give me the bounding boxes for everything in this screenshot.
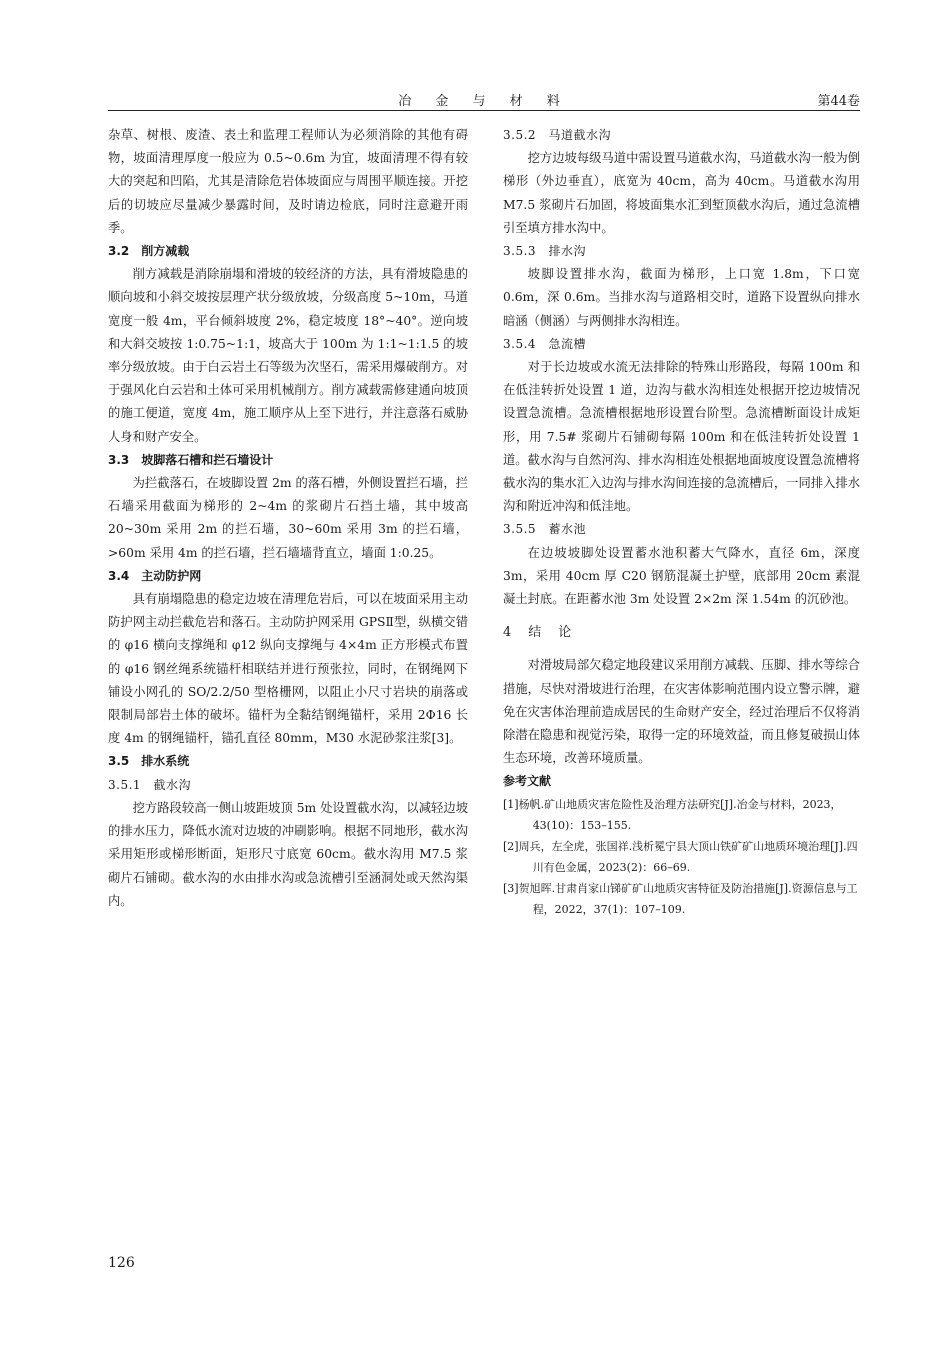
subsection-heading-3-5-4: 3.5.4 急流槽 (503, 336, 587, 351)
subsection-heading-3-5-2: 3.5.2 马道截水沟 (503, 128, 612, 142)
section-paragraph-3-3: 为拦截落石，在坡脚设置 2m 的落石槽，外侧设置拦石墙，拦石墙采用截面为梯形的 2~4m 的浆砌片石挡土墙，其中坡高 20~30m 采用 2m 的拦石墙，30~60m 采用 3m 的拦石墙，>60m 采用 4m 的拦石墙，拦石墙墙背直立，墙面 1:0.25。 (108, 476, 468, 560)
subsection-heading-3-5-5: 3.5.5 蓄水池 (503, 522, 587, 537)
conclusion-paragraph: 对滑坡局部欠稳定地段建议采用削方减载、压脚、排水等综合措施，尽快对滑坡进行治理，在灾害体影响范围内设立警示牌，避免在灾害体治理前造成居民的生命财产安全，经过治理后不仅将消除潜在隐患和视觉污染，取得一定的环境效益，而且修复破损山体生态环境，改善环境质量。 (503, 658, 860, 766)
section-paragraph-3-4: 具有崩塌隐患的稳定边坡在清理危岩后，可以在坡面采用主动防护网主动拦截危岩和落石。主动防护网采用 GPSⅡ型，纵横交错的 φ16 横向支撑绳和 φ12 纵向支撑绳与 4×4m 正方形模式布置的 φ16 钢丝绳系统锚杆相联结并进行预张拉，同时，在钢绳网下铺设小网孔的 SO/2.2/50 型格栅网，以阻止小尺寸岩块的崩落或限制局部岩土体的破坏。锚杆为全黏结钢绳锚杆，采用 2Φ16 长度 4m 的钢绳锚杆，锚孔直径 80mm，M30 水泥砂浆注浆[3]。 (108, 592, 468, 746)
subsection-paragraph-3-5-3: 坡脚设置排水沟，截面为梯形，上口宽 1.8m，下口宽 0.6m，深 0.6m。当排水沟与道路相交时，道路下设置纵向排水暗涵（侧涵）与两侧排水沟相连。 (503, 267, 860, 328)
volume-label: 第44卷 (817, 94, 860, 109)
subsection-paragraph-3-5-4: 对于长边坡或水流无法排除的特殊山形路段，每隔 100m 和在低洼转折处设置 1 道，边沟与截水沟相连处根据开挖边坡情况设置急流槽。急流槽根据地形设置台阶型。急流槽断面设计成矩形，用 7.5# 浆砌片石铺砌每隔 100m 和在低洼转折处设置 1 道。截水沟与自然河沟、排水沟相连处根据地面坡度设置急流槽将截水沟的集水汇入边沟与排水沟间连接的急流槽后，一同排入排水沟和附近冲沟和低洼地。 (503, 360, 860, 514)
references-heading: 参考文献 (503, 774, 552, 789)
section-heading-3-2: 3.2 削方减载 (108, 244, 190, 259)
subsection-paragraph-3-5-5: 在边坡坡脚处设置蓄水池积蓄大气降水，直径 6m，深度 3m，采用 40cm 厚 C20 钢筋混凝土护壁，底部用 20cm 素混凝土封底。在距蓄水池 3m 处设置 2×2m 深 1.54m 的沉砂池。 (503, 545, 860, 607)
page-number: 126 (108, 1255, 135, 1271)
subsection-heading-3-5-3: 3.5.3 排水沟 (503, 244, 587, 259)
left-column (108, 124, 468, 913)
subsection-heading-3-5-1: 3.5.1 截水沟 (108, 777, 192, 792)
subsection-paragraph-3-5-2: 挖方边坡每级马道中需设置马道截水沟，马道截水沟一般为倒梯形（外边垂直），底宽为 40cm，高为 40cm。马道截水沟用 M7.5 浆砌片石加固，将坡面集水汇到堑顶截水沟后，通过急流槽引至填方排水沟中。 (503, 151, 860, 235)
section-paragraph-3-2: 削方减载是消除崩塌和滑坡的较经济的方法，具有滑坡隐患的顺向坡和小斜交坡按层理产状分级放坡，分级高度 5~10m，马道宽度一般 4m，平台倾斜坡度 2%，稳定坡度 18°~40°。逆向坡和大斜交坡按 1:0.75~1:1，坡高大于 100m 为 1:1~1:1.5 的坡率分级放坡。由于白云岩土石等级为次坚石，需采用爆破削方。对于强风化白云岩和土体可采用机械削方。削方减载需修建通向坡顶的施工便道，宽度 4m，施工顺序从上至下进行，并注意落石威胁人身和财产安全。 (108, 267, 468, 444)
subsection-paragraph-3-5-1: 挖方路段较高一侧山坡距坡顶 5m 处设置截水沟，以减轻边坡的排水压力，降低水流对边坡的冲刷影响。根据不同地形，截水沟采用矩形或梯形断面，矩形尺寸底宽 60cm。截水沟用 M7.5 浆砌片石铺砌。截水沟的水由排水沟或急流槽引至涵洞处或天然沟渠内。 (108, 800, 468, 908)
section-heading-3-3: 3.3 坡脚落石槽和拦石墙设计 (108, 452, 274, 467)
reference-item: [2]周兵，左全虎，张国祥.浅析冕宁县大顶山铁矿矿山地质环境治理[J].四川有色金属，2023(2)：66–69. (503, 839, 858, 874)
section-heading-3-4: 3.4 主动防护网 (108, 568, 202, 583)
reference-item: [1]杨帆.矿山地质灾害危险性及治理方法研究[J].冶金与材料，2023，43(10)：153–155. (503, 797, 842, 832)
right-column (503, 124, 860, 920)
section-heading-conclusion: 4 结 论 (503, 625, 574, 641)
running-header (108, 88, 860, 111)
section-heading-3-5: 3.5 排水系统 (108, 754, 190, 769)
reference-item: [3]贺旭晖.甘肃肖家山锑矿矿山地质灾害特征及防治措施[J].资源信息与工程，2022，37(1)：107–109. (503, 881, 858, 916)
intro-paragraph: 杂草、树根、废渣、表土和监理工程师认为必须消除的其他有碍物，坡面清理厚度一般应为 0.5~0.6m 为宜，坡面清理不得有较大的突起和凹陷，尤其是清除危岩体坡面应与周围平顺连接。开挖后的切坡应尽量减少暴露时间，及时请边检底，同时注意避开雨季。 (108, 128, 468, 235)
journal-title: 冶 金 与 材 料 (398, 94, 570, 109)
